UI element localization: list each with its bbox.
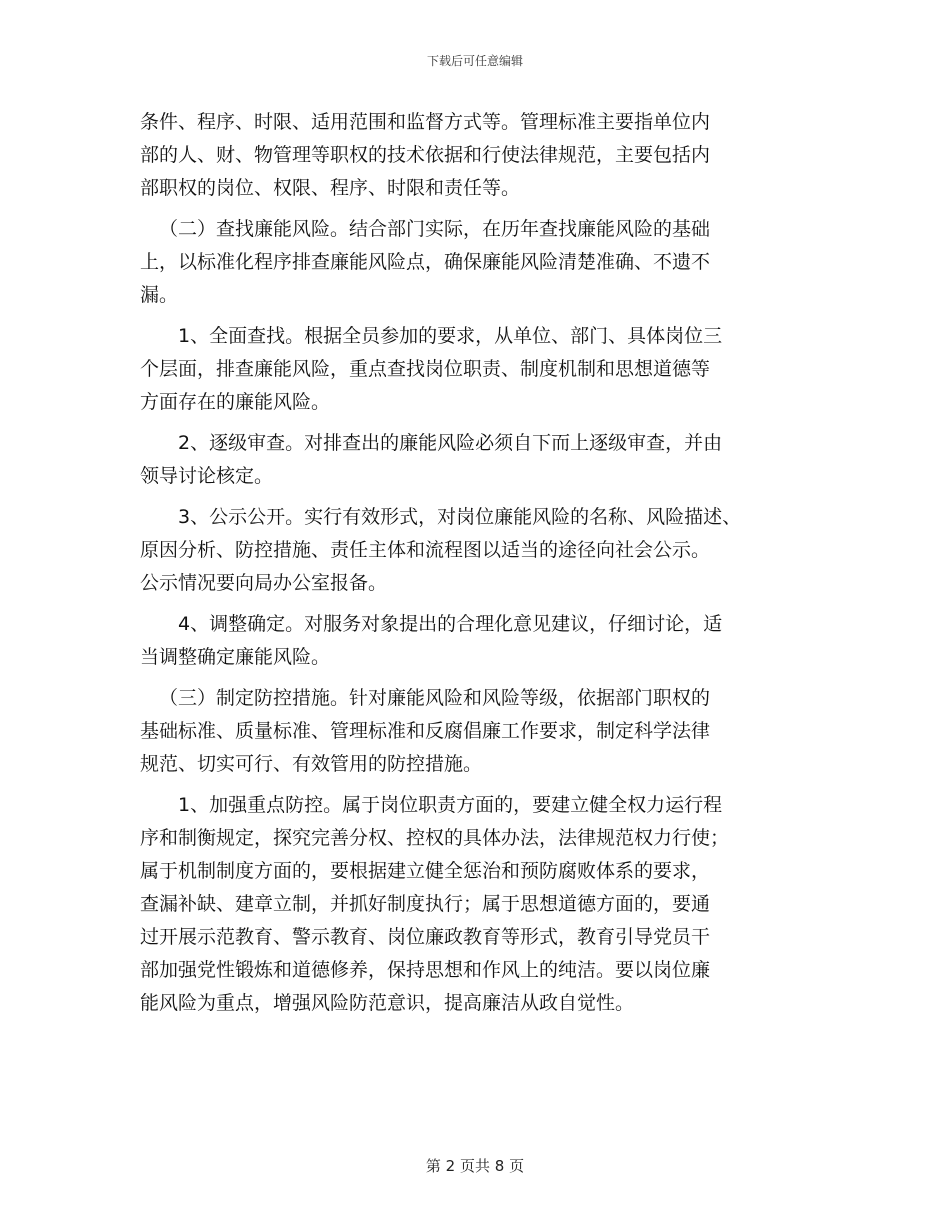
paragraph-4 — [140, 427, 830, 493]
paragraph-3 — [140, 320, 830, 419]
text-line: 原因分析、防控措施、责任主体和流程图以适当的途径向社会公示。 — [140, 539, 711, 561]
text-line: 条件、程序、时限、适用范围和监督方式等。管理标准主要指单位内 — [140, 111, 711, 133]
paragraph-1 — [140, 106, 830, 205]
text-line: 方面存在的廉能风险。 — [140, 391, 331, 413]
text-line: 过开展示范教育、警示教育、岗位廉政教育等形式，教育引导党员干 — [140, 926, 711, 948]
paragraph-8 — [140, 789, 830, 1020]
text-line: 部的人、财、物管理等职权的技术依据和行使法律规范，主要包括内 — [140, 144, 711, 166]
paragraph-6 — [140, 608, 830, 674]
text-line: 规范、切实可行、有效管用的防控措施。 — [140, 753, 483, 775]
text-line: 能风险为重点，增强风险防范意识，提高廉洁从政自觉性。 — [140, 992, 635, 1014]
text-line: 领导讨论核定。 — [140, 465, 274, 487]
text-line: 部职权的岗位、权限、程序、时限和责任等。 — [140, 177, 521, 199]
paragraph-7 — [140, 682, 830, 781]
text-line: 1、全面查找。根据全员参加的要求，从单位、部门、具体岗位三 — [178, 325, 723, 347]
paragraph-5 — [140, 501, 830, 600]
page-footer: 第 2 页共 8 页 — [425, 1157, 525, 1175]
page-header: 下载后可任意编辑 — [426, 54, 523, 68]
text-line: 公示情况要向局办公室报备。 — [140, 572, 388, 594]
paragraph-2 — [140, 213, 830, 312]
text-line: 属于机制制度方面的，要根据建立健全惩治和预防腐败体系的要求， — [140, 860, 711, 882]
text-line: 1、加强重点防控。属于岗位职责方面的，要建立健全权力运行程 — [178, 794, 723, 816]
text-line: 查漏补缺、建章立制，并抓好制度执行；属于思想道德方面的，要通 — [140, 893, 711, 915]
text-line: 当调整确定廉能风险。 — [140, 646, 331, 668]
text-line: 2、逐级审查。对排查出的廉能风险必须自下而上逐级审查，并由 — [178, 432, 723, 454]
text-line: 漏。 — [140, 284, 179, 306]
text-line: （二）查找廉能风险。结合部门实际，在历年查找廉能风险的基础 — [159, 218, 711, 240]
document-body — [140, 106, 830, 1028]
text-line: 4、调整确定。对服务对象提出的合理化意见建议，仔细讨论，适 — [178, 613, 723, 635]
text-line: 部加强党性锻炼和道德修养，保持思想和作风上的纯洁。要以岗位廉 — [140, 959, 711, 981]
text-line: 3、公示公开。实行有效形式，对岗位廉能风险的名称、风险描述、 — [178, 506, 742, 528]
text-line: 序和制衡规定，探究完善分权、控权的具体办法，法律规范权力行使； — [140, 827, 730, 849]
text-line: 上，以标准化程序排查廉能风险点，确保廉能风险清楚准确、不遗不 — [140, 251, 711, 273]
text-line: 基础标准、质量标准、管理标准和反腐倡廉工作要求，制定科学法律 — [140, 720, 711, 742]
text-line: 个层面，排查廉能风险，重点查找岗位职责、制度机制和思想道德等 — [140, 358, 711, 380]
text-line: （三）制定防控措施。针对廉能风险和风险等级，依据部门职权的 — [159, 687, 711, 709]
